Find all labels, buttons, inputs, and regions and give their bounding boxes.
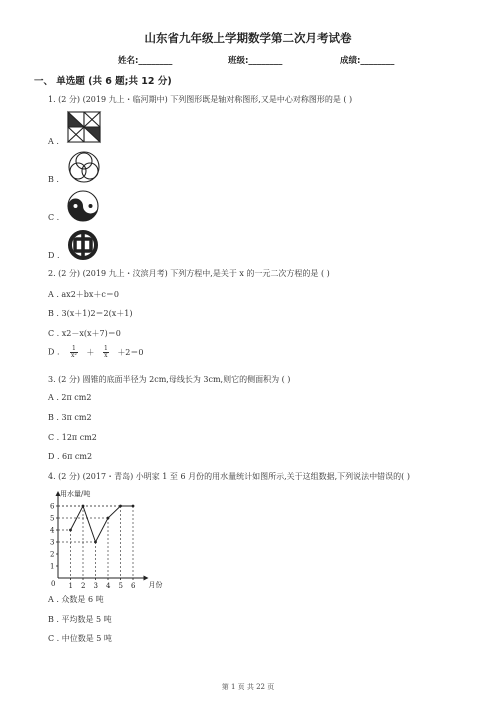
data-point [69,529,72,532]
q3-option-a: A . 2π cm2 [48,393,92,402]
q4-option-c: C . 中位数是 5 吨 [48,634,112,643]
q3-option-d: D . 6π cm2 [48,452,93,461]
x-tick-label: 1 [68,582,73,590]
y-tick-label: 3 [50,538,55,547]
x-tick-label: 6 [131,582,136,590]
q2-option-a: A . ax2＋bx＋c＝0 [48,290,119,299]
score-field: 成绩:________ [340,56,395,66]
class-field: 班级:________ [228,56,283,66]
y-tick-label: 2 [50,550,55,559]
x-tick-label: 5 [118,582,123,590]
fraction-1-over-x [103,346,109,359]
page-footer: 第 1 页 共 22 页 [221,683,275,691]
x-tick-label: 3 [93,582,98,590]
q2-option-c: C . x2－x(x＋7)＝0 [48,329,121,338]
y-axis-label: 用水量/吨 [60,490,91,498]
q2-option-d-label: D . [48,347,60,357]
question-4-stem: 4. (2 分) (2017・青岛) 小明家 1 至 6 月份的用水量统计如图所示,关于这组数据,下列说法中错误的( ) [48,472,410,481]
y-tick-label: 6 [50,502,55,511]
fraction-numerator: 1 [103,345,108,352]
fraction-numerator: 1 [72,345,76,352]
question-1-stem: 1. (2 分) (2019 九上・临河期中) 下列图形既是轴对称图形,又是中心对称图形的是 ( ) [48,95,353,104]
q1-option-a-label: A . [48,137,59,146]
water-usage-line-chart [40,488,163,590]
data-point [119,505,122,508]
q1-option-b-label: B . [48,175,59,184]
q3-option-b: B . 3π cm2 [48,413,92,422]
equation-tail: ＋2＝0 [117,347,144,357]
bank-of-china-logo-icon [66,230,100,260]
plus-sign: ＋ [86,347,95,357]
name-field: 姓名:________ [118,56,173,66]
series-line [71,506,134,542]
question-3-stem: 3. (2 分) 圆锥的底面半径为 2cm,母线长为 3cm,则它的侧面积为 ( ) [48,375,291,384]
data-point [82,505,85,508]
origin-label: 0 [51,580,56,588]
q3-option-c: C . 12π cm2 [48,433,97,442]
trefoil-knot-figure [66,150,102,184]
q2-option-d [48,346,144,359]
document-title: 山东省九年级上学期数学第二次月考试卷 [144,31,352,45]
y-tick-label: 4 [50,526,55,535]
pinwheel-figure [67,111,101,143]
data-point [94,541,97,544]
section-heading: 一、 单选题 (共 6 题;共 12 分) [34,76,172,87]
q1-option-d-label: D . [48,251,60,260]
q4-option-b: B . 平均数是 5 吨 [48,615,112,624]
y-tick-label: 1 [50,562,55,571]
q4-option-a: A . 众数是 6 吨 [48,595,104,604]
data-point [132,505,135,508]
y-tick-label: 5 [50,514,55,523]
q2-option-b: B . 3(x＋1)2＝2(x＋1) [48,309,133,318]
data-point [107,517,110,520]
question-2-stem: 2. (2 分) (2019 九上・汶滨月考) 下列方程中,是关于 x 的一元二次方程的是 ( ) [48,269,330,278]
x-tick-label: 2 [81,582,86,590]
q1-option-c-label: C . [48,213,60,222]
fraction-1-over-x-squared [70,346,78,359]
yin-yang-icon [66,189,100,223]
fraction-denominator: x [104,352,108,359]
x-axis-label: 月份 [148,581,163,589]
x-tick-label: 4 [106,582,111,590]
fraction-denominator: x² [71,352,77,359]
